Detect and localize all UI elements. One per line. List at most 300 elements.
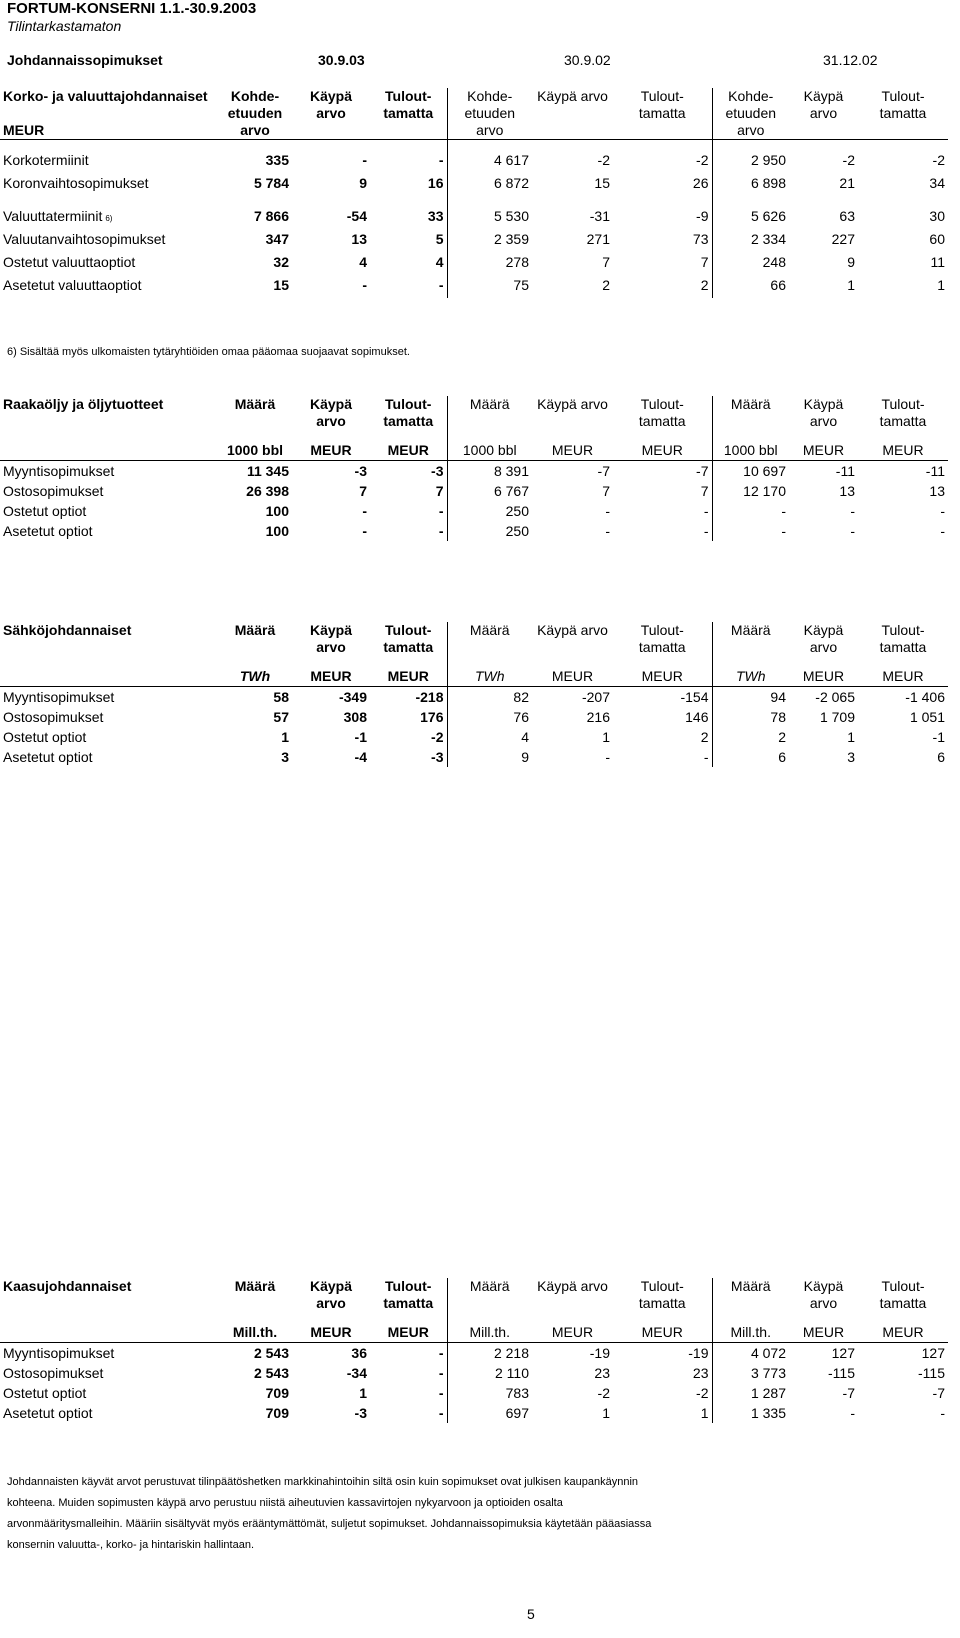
unit-cell: MEUR [858, 440, 948, 461]
period-date-1: 30.9.03 [318, 52, 365, 68]
table-row [0, 1343, 948, 1364]
row-label-text: Asetetut optiot [3, 1405, 93, 1421]
value-cell: 5 530 [447, 206, 532, 229]
value-cell: 23 [594, 1365, 610, 1381]
value-cell: 127 [921, 1345, 945, 1361]
value-cell: -3 [431, 749, 444, 765]
col-header: tamatta [879, 1295, 927, 1311]
row-label-text: Ostosopimukset [3, 1365, 104, 1381]
value-cell: -154 [680, 689, 709, 705]
unit-cell: MEUR [532, 440, 613, 461]
section-label: Johdannaissopimukset [7, 52, 163, 68]
value-cell: -2 [431, 729, 444, 745]
value-cell: 60 [929, 231, 945, 247]
value-cell: 7 [700, 254, 709, 270]
value-cell: 6 [937, 749, 945, 765]
col-header: Määrä [447, 1278, 532, 1295]
value-cell: 13 [839, 483, 855, 499]
value-cell: - [940, 1405, 945, 1421]
value-cell: 58 [273, 689, 289, 705]
value-cell: 783 [447, 1383, 532, 1403]
value-cell: - [850, 1405, 855, 1421]
value-cell: - [438, 1365, 444, 1381]
value-cell: 4 617 [447, 150, 532, 173]
value-cell: 6 767 [447, 481, 532, 501]
value-cell: 697 [447, 1403, 532, 1423]
electricity-derivatives-table [0, 622, 948, 767]
unit-cell: MEUR [789, 1322, 858, 1343]
footnote-marker: 6) [105, 214, 113, 223]
value-cell: -11 [925, 463, 945, 479]
col-header: Määrä [447, 396, 532, 413]
unit-cell: MEUR [789, 666, 858, 687]
value-cell: 78 [712, 707, 789, 727]
col-header: Käypä arvo [537, 396, 608, 412]
value-cell: 4 [435, 254, 444, 270]
value-cell: 250 [447, 521, 532, 541]
value-cell: 2 [700, 729, 709, 745]
value-cell: 176 [420, 709, 444, 725]
col-header: tamatta [638, 1295, 686, 1311]
value-cell: - [362, 503, 367, 519]
value-cell: -31 [589, 208, 610, 224]
row-label-text: Asetetut optiot [3, 523, 93, 539]
unit-cell: 1000 bbl [218, 440, 292, 461]
value-cell: -218 [415, 689, 444, 705]
value-cell: 4 [447, 727, 532, 747]
header-row [0, 1278, 948, 1295]
col-header: Tulout- [881, 88, 925, 104]
value-cell: - [703, 523, 709, 539]
col-header: arvo [218, 122, 292, 140]
table-row [0, 707, 948, 727]
unit-cell: MEUR [613, 666, 712, 687]
value-cell: 7 [435, 483, 444, 499]
col-header: Käypä [309, 622, 353, 638]
value-cell: 2 334 [712, 229, 789, 252]
value-cell: 248 [712, 252, 789, 275]
value-cell: -2 065 [815, 689, 855, 705]
value-cell: - [438, 1345, 444, 1361]
value-cell: 100 [265, 503, 289, 519]
value-cell: 23 [692, 1365, 709, 1381]
table-row [0, 150, 948, 173]
row-label [0, 747, 218, 767]
unit-cell: TWh [447, 666, 532, 687]
explanatory-paragraph [7, 1472, 947, 1556]
value-cell: 1 [281, 729, 289, 745]
value-cell: 11 345 [246, 463, 289, 479]
col-header: tamatta [638, 639, 686, 655]
value-cell: -2 [597, 1385, 610, 1401]
col-header: tamatta [383, 413, 434, 429]
unit-cell: MEUR [370, 1322, 447, 1343]
value-cell: 347 [265, 231, 289, 247]
unit-cell: TWh [712, 666, 789, 687]
value-cell: 2 [602, 277, 610, 293]
table-row [0, 1383, 948, 1403]
header-row [0, 1295, 948, 1312]
value-cell: 1 [847, 277, 855, 293]
col-header: Tulout- [385, 396, 432, 412]
col-header: Määrä [234, 622, 276, 638]
value-cell: 7 [602, 254, 610, 270]
value-cell: - [362, 523, 367, 539]
col-header: Käypä [309, 1278, 353, 1294]
unit-cell: MEUR [370, 666, 447, 687]
col-header: etuuden [712, 105, 789, 122]
value-cell: 9 [359, 175, 367, 191]
value-cell: 5 626 [712, 206, 789, 229]
value-cell: 1 287 [712, 1383, 789, 1403]
row-label [0, 501, 218, 521]
value-cell: 12 170 [712, 481, 789, 501]
row-label-text: Ostetut optiot [3, 729, 87, 745]
col-header: Määrä [712, 1278, 789, 1295]
value-cell: -3 [354, 463, 367, 479]
value-cell: 7 866 [253, 208, 289, 224]
value-cell: 2 950 [712, 150, 789, 173]
value-cell: 5 [435, 231, 444, 247]
value-cell: 1 [602, 729, 610, 745]
value-cell: 2 218 [447, 1343, 532, 1364]
value-cell: 57 [273, 709, 289, 725]
col-header: arvo [447, 122, 532, 140]
value-cell: -2 [932, 152, 945, 168]
value-cell: 8 391 [447, 461, 532, 482]
row-label [0, 1383, 218, 1403]
row-label [0, 461, 218, 482]
unit-cell: MEUR [789, 440, 858, 461]
header-row [0, 622, 948, 639]
row-label [0, 1343, 218, 1364]
row-label [0, 521, 218, 541]
unit-cell: Mill.th. [447, 1322, 532, 1343]
value-cell: 1 [937, 277, 945, 293]
value-cell: 6 [712, 747, 789, 767]
row-label-text: Ostetut optiot [3, 503, 87, 519]
col-header: Käypä arvo [537, 88, 608, 104]
currency-derivatives-table [0, 88, 948, 298]
value-cell: 7 [602, 483, 610, 499]
col-header: Tulout- [640, 396, 684, 412]
col-header: Määrä [234, 396, 276, 412]
col-header: Tulout- [881, 396, 925, 412]
table-row [0, 229, 948, 252]
unit-cell: MEUR [858, 1322, 948, 1343]
table-row [0, 173, 948, 196]
value-cell: - [438, 1405, 444, 1421]
col-header: Käypä [803, 88, 844, 104]
value-cell: 4 [359, 254, 367, 270]
unit-cell: MEUR [613, 440, 712, 461]
col-header: arvo [712, 122, 789, 140]
value-cell: 1 [700, 1405, 709, 1421]
value-cell: 26 [692, 175, 709, 191]
value-cell: 9 [447, 747, 532, 767]
paragraph-line: konsernin valuutta-, korko- ja hintariskin hallintaan. [7, 1539, 255, 1551]
unit-cell: Mill.th. [712, 1322, 789, 1343]
col-header: Käypä arvo [537, 622, 608, 638]
row-label [0, 1363, 218, 1383]
header-row [0, 639, 948, 656]
value-cell: - [850, 503, 855, 519]
col-header: arvo [316, 639, 346, 655]
footnote: 6) Sisältää myös ulkomaisten tytäryhtiöiden omaa pääomaa suojaavat sopimukset. [7, 346, 410, 358]
col-header: Käypä [803, 1278, 844, 1294]
col-header: tamatta [879, 105, 927, 121]
col-header: tamatta [879, 639, 927, 655]
value-cell: 75 [447, 275, 532, 298]
value-cell: 6 872 [447, 173, 532, 196]
value-cell: 16 [427, 175, 444, 191]
value-cell: 6 898 [712, 173, 789, 196]
value-cell: - [438, 152, 444, 168]
row-label [0, 229, 218, 252]
table-row [0, 461, 948, 482]
col-header: arvo [809, 1295, 838, 1311]
value-cell: 34 [929, 175, 945, 191]
value-cell: 2 359 [447, 229, 532, 252]
value-cell: 15 [273, 277, 289, 293]
col-header: Käypä [803, 622, 844, 638]
value-cell: 227 [831, 231, 855, 247]
value-cell: 1 [847, 729, 855, 745]
value-cell: -2 [597, 152, 610, 168]
col-header: tamatta [879, 413, 927, 429]
table-title: Kaasujohdannaiset [3, 1278, 132, 1294]
row-label-text: Asetetut valuuttaoptiot [3, 277, 142, 293]
unit-cell: MEUR [292, 666, 370, 687]
value-cell: 7 [700, 483, 709, 499]
gas-derivatives-table [0, 1278, 948, 1423]
table-title: Raakaöljy ja öljytuotteet [3, 396, 164, 412]
row-label [0, 206, 218, 229]
col-header: Tulout- [385, 622, 432, 638]
col-header: tamatta [383, 1295, 434, 1311]
table-row [0, 747, 948, 767]
table-row [0, 521, 948, 541]
table-row [0, 1403, 948, 1423]
value-cell: - [703, 503, 709, 519]
row-label-text: Ostetut optiot [3, 1385, 87, 1401]
value-cell: 33 [427, 208, 444, 224]
value-cell: - [712, 501, 789, 521]
col-header: arvo [316, 413, 346, 429]
table-row [0, 1363, 948, 1383]
value-cell: -2 [696, 152, 709, 168]
col-header: Käypä arvo [537, 1278, 608, 1294]
col-header: Tulout- [385, 88, 432, 104]
value-cell: 709 [265, 1385, 289, 1401]
unit-cell: MEUR [532, 1322, 613, 1343]
value-cell: - [438, 1385, 444, 1401]
value-cell: 146 [685, 709, 709, 725]
value-cell: 9 [847, 254, 855, 270]
row-label [0, 275, 218, 298]
value-cell: 3 773 [712, 1363, 789, 1383]
value-cell: 15 [594, 175, 610, 191]
row-label [0, 173, 218, 196]
header-row [0, 396, 948, 413]
table-title: Korko- ja valuuttajohdannaiset [3, 88, 208, 104]
value-cell: 1 [359, 1385, 367, 1401]
col-header: Määrä [234, 1278, 276, 1294]
col-header: Kohde- [447, 88, 532, 105]
table-row [0, 206, 948, 229]
page-number: 5 [527, 1606, 535, 1622]
value-cell: -349 [338, 689, 367, 705]
unit-cell: MEUR [292, 1322, 370, 1343]
table-row [0, 481, 948, 501]
value-cell: -34 [346, 1365, 367, 1381]
value-cell: -3 [354, 1405, 367, 1421]
row-label [0, 1403, 218, 1423]
col-header: Tulout- [385, 1278, 432, 1294]
document-title: FORTUM-KONSERNI 1.1.-30.9.2003 [7, 0, 257, 17]
value-cell: 13 [929, 483, 945, 499]
period-header [0, 52, 960, 72]
value-cell: 7 [359, 483, 367, 499]
row-label-text: Ostosopimukset [3, 709, 104, 725]
row-label-text: Asetetut optiot [3, 749, 93, 765]
row-label [0, 252, 218, 275]
value-cell: -7 [597, 463, 610, 479]
value-cell: 1 709 [819, 709, 855, 725]
value-cell: 1 051 [909, 709, 945, 725]
col-header: Määrä [712, 396, 789, 413]
value-cell: 4 072 [712, 1343, 789, 1364]
value-cell: -1 [354, 729, 367, 745]
col-header: tamatta [638, 413, 686, 429]
value-cell: - [712, 521, 789, 541]
period-date-2: 30.9.02 [564, 52, 611, 68]
value-cell: -2 [696, 1385, 709, 1401]
value-cell: -19 [688, 1345, 709, 1361]
row-label-text: Korkotermiinit [3, 152, 89, 168]
col-header: arvo [316, 105, 346, 121]
value-cell: 73 [692, 231, 709, 247]
col-header: arvo [809, 639, 838, 655]
col-header: Tulout- [640, 622, 684, 638]
col-header: Käypä [803, 396, 844, 412]
row-label-text: Koronvaihtosopimukset [3, 175, 149, 191]
unit-cell: MEUR [370, 440, 447, 461]
col-header: Käypä [309, 396, 353, 412]
col-header: Kohde- [230, 88, 280, 104]
value-cell: 278 [447, 252, 532, 275]
col-header: arvo [809, 105, 838, 121]
row-label-text: Myyntisopimukset [3, 463, 115, 479]
value-cell: 21 [839, 175, 855, 191]
col-header: Tulout- [881, 1278, 925, 1294]
value-cell: - [362, 277, 367, 293]
unit-label: MEUR [0, 122, 218, 140]
paragraph-line: kohteena. Muiden sopimusten käypä arvo perustuu niistä aiheutuvien kassavirtojen nykyarvoon ja optioiden osalta [7, 1497, 563, 1509]
unit-cell: MEUR [292, 440, 370, 461]
value-cell: 10 697 [712, 461, 789, 482]
col-header: Tulout- [640, 88, 684, 104]
value-cell: - [438, 523, 444, 539]
unit-cell: MEUR [613, 1322, 712, 1343]
unit-cell: Mill.th. [218, 1322, 292, 1343]
value-cell: 3 [281, 749, 289, 765]
value-cell: - [940, 523, 945, 539]
value-cell: 63 [839, 208, 855, 224]
value-cell: -207 [581, 689, 610, 705]
value-cell: -9 [696, 208, 709, 224]
value-cell: -54 [346, 208, 367, 224]
value-cell: -1 [932, 729, 945, 745]
value-cell: 308 [343, 709, 367, 725]
paragraph-line: arvonmääritysmalleihin. Määriin sisältyvät myös erääntymättömät, suljetut sopimukset. Johdannaissopimuksia käytetään pääasiassa [7, 1518, 652, 1530]
value-cell: -11 [835, 463, 855, 479]
value-cell: 13 [351, 231, 367, 247]
value-cell: -4 [354, 749, 367, 765]
value-cell: 709 [265, 1405, 289, 1421]
col-header: etuuden [227, 105, 283, 121]
table-row [0, 501, 948, 521]
value-cell: - [605, 749, 610, 765]
row-label-text: Ostosopimukset [3, 483, 104, 499]
value-cell: -1 406 [905, 689, 945, 705]
value-cell: 2 543 [253, 1345, 289, 1361]
units-row [0, 440, 948, 461]
row-label [0, 150, 218, 173]
value-cell: 11 [930, 254, 945, 270]
value-cell: 335 [265, 152, 289, 168]
col-header: Kohde- [712, 88, 789, 105]
unit-cell: MEUR [858, 666, 948, 687]
value-cell: -7 [842, 1385, 855, 1401]
value-cell: - [703, 749, 709, 765]
value-cell: 2 [712, 727, 789, 747]
value-cell: - [605, 523, 610, 539]
value-cell: 3 [847, 749, 855, 765]
row-label [0, 687, 218, 708]
value-cell: -115 [918, 1365, 945, 1381]
period-date-3: 31.12.02 [823, 52, 878, 68]
value-cell: - [940, 503, 945, 519]
value-cell: 30 [929, 208, 945, 224]
col-header: tamatta [383, 639, 434, 655]
value-cell: -7 [696, 463, 709, 479]
col-header: tamatta [638, 105, 686, 121]
header-row [0, 413, 948, 430]
value-cell: - [605, 503, 610, 519]
col-header: arvo [316, 1295, 346, 1311]
value-cell: 216 [586, 709, 610, 725]
value-cell: 2 543 [253, 1365, 289, 1381]
table-row [0, 727, 948, 747]
col-header: Määrä [712, 622, 789, 639]
oil-derivatives-table [0, 396, 948, 541]
value-cell: - [438, 503, 444, 519]
value-cell: -7 [932, 1385, 945, 1401]
value-cell: - [438, 277, 444, 293]
col-header: Tulout- [640, 1278, 684, 1294]
unit-cell: 1000 bbl [712, 440, 789, 461]
value-cell: 76 [447, 707, 532, 727]
value-cell: 94 [712, 687, 789, 708]
units-row [0, 1322, 948, 1343]
document-subtitle: Tilintarkastamaton [7, 18, 122, 34]
row-label [0, 727, 218, 747]
col-header: etuuden [447, 105, 532, 122]
value-cell: -3 [431, 463, 444, 479]
value-cell: 250 [447, 501, 532, 521]
value-cell: 127 [831, 1345, 855, 1361]
